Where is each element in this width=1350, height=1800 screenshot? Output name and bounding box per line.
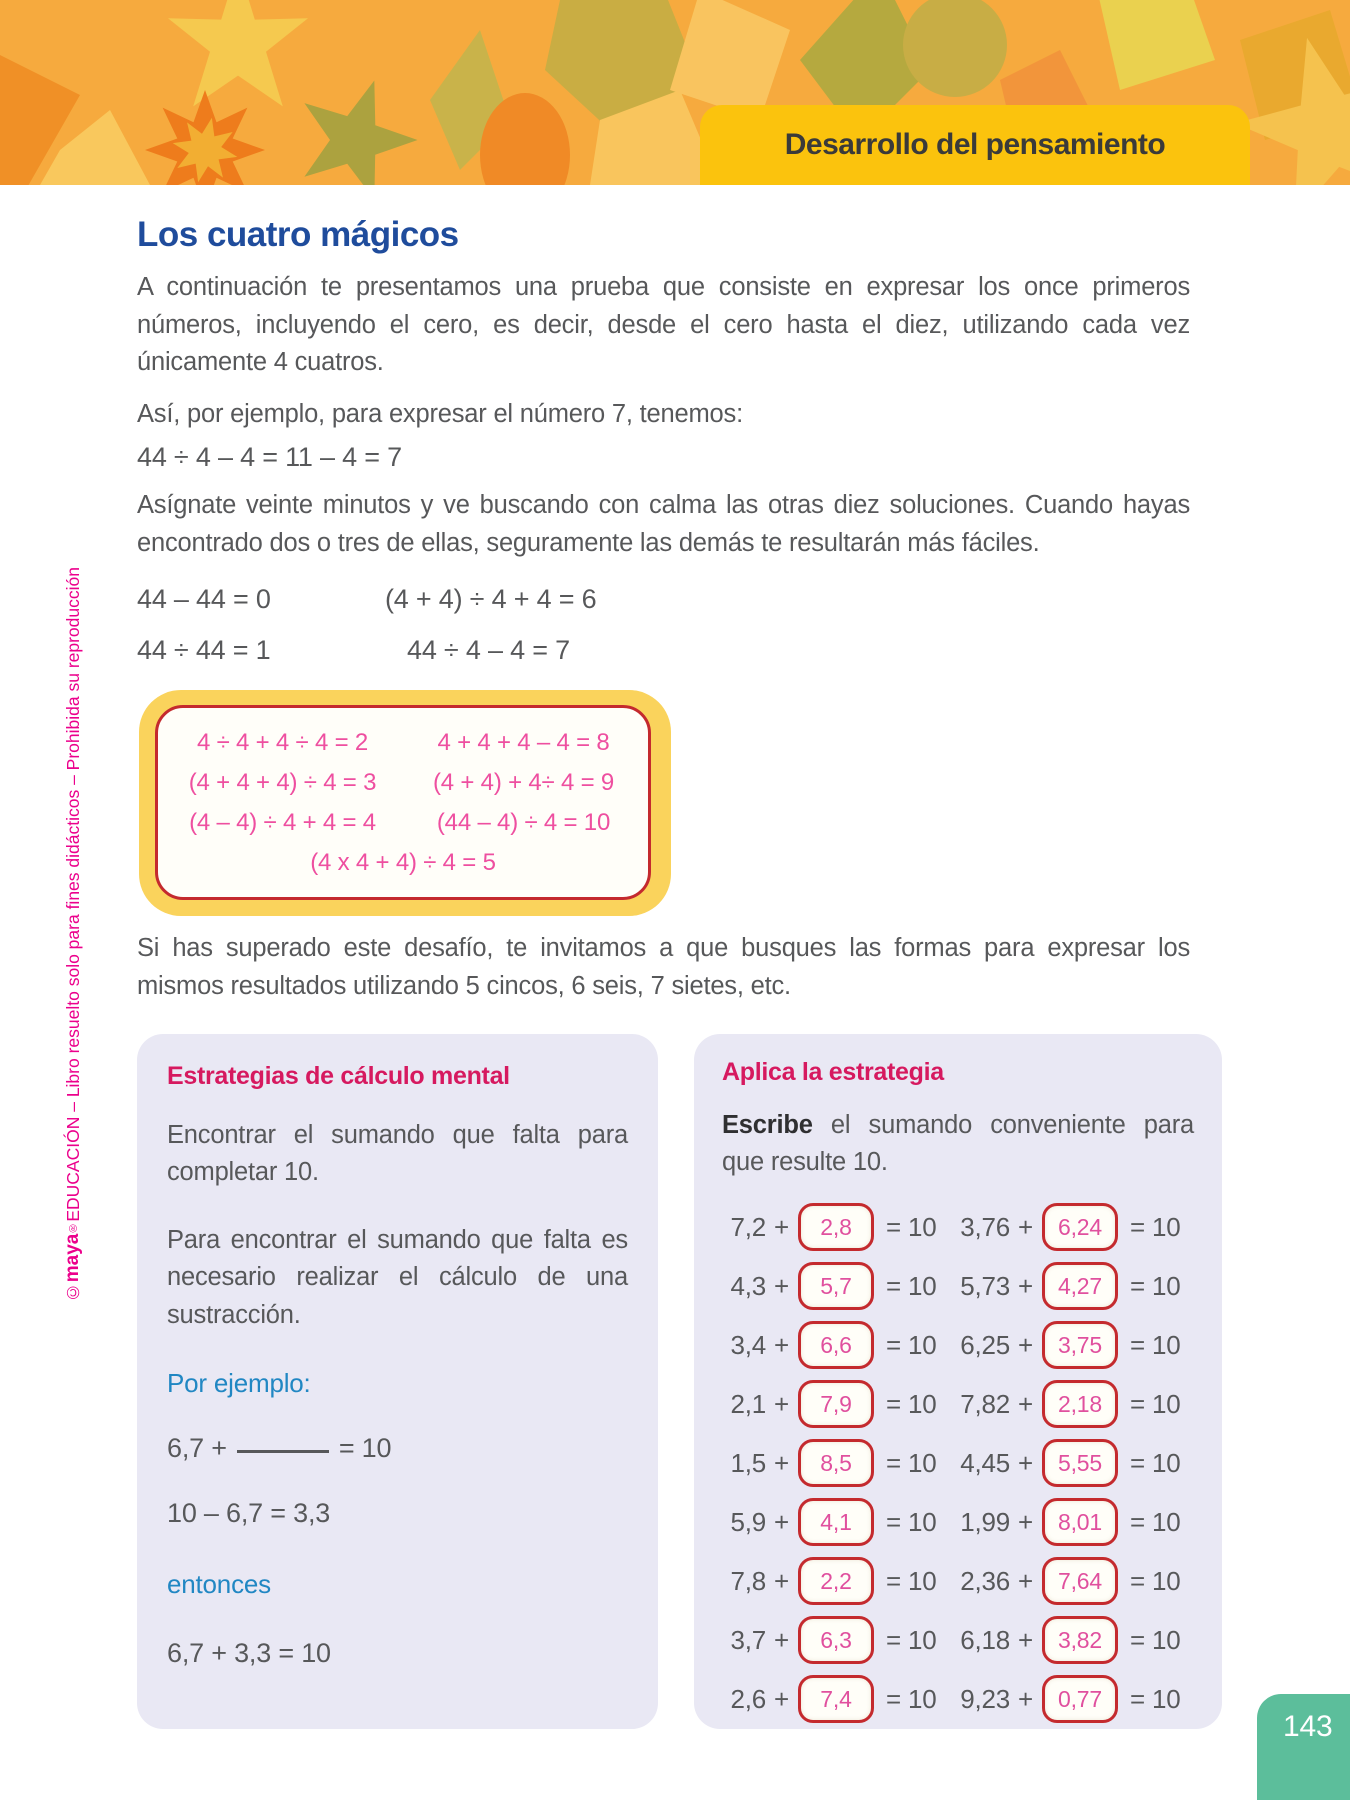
answer-equation-centered: (4 x 4 + 4) ÷ 4 = 5 [310, 848, 496, 876]
exercise [944, 1203, 1194, 1251]
exercise-row [722, 1257, 1194, 1316]
equals-ten: = 10 [1129, 1329, 1181, 1360]
answer-value: 6,24 [1058, 1213, 1102, 1240]
plus-sign: + [774, 1329, 789, 1360]
page-title: Los cuatro mágicos [137, 215, 459, 254]
example-equation: 44 ÷ 4 – 4 = 11 – 4 = 7 [137, 441, 402, 472]
answer-pill[interactable] [798, 1203, 874, 1251]
answer-value: 3,75 [1058, 1331, 1102, 1358]
exercise-given: 4,3 [730, 1270, 766, 1301]
blank-equation-suffix: = 10 [338, 1433, 392, 1464]
equals-ten: = 10 [885, 1506, 937, 1537]
blank-equation-prefix: 6,7 + [167, 1433, 227, 1464]
plus-sign: + [1018, 1211, 1033, 1242]
answer-pill[interactable] [798, 1321, 874, 1369]
answers-box [139, 690, 671, 916]
answer-pill[interactable] [1042, 1321, 1118, 1369]
answer-pill[interactable] [798, 1675, 874, 1723]
exercise-given: 2,1 [730, 1388, 766, 1419]
equals-ten: = 10 [1129, 1447, 1181, 1478]
blank-equation [167, 1433, 628, 1464]
answer-value: 2,2 [820, 1567, 852, 1594]
strategy-paragraph-2: Para encontrar el sumando que falta es necesario realizar el cálculo de una sustracción. [167, 1225, 628, 1329]
exercise-row [722, 1493, 1194, 1552]
exercise [944, 1616, 1194, 1664]
exercise [722, 1557, 944, 1605]
plus-sign: + [774, 1506, 789, 1537]
page-number: 143 [1283, 1710, 1333, 1743]
solution-row [137, 584, 1222, 615]
exercise-given: 2,36 [960, 1565, 1010, 1596]
exercise-given: 4,45 [960, 1447, 1010, 1478]
intro-paragraph-2: Así, por ejemplo, para expresar el número 7, tenemos: [137, 400, 743, 429]
equals-ten: = 10 [885, 1329, 937, 1360]
equals-ten: = 10 [1129, 1506, 1181, 1537]
answer-value: 2,8 [820, 1213, 852, 1240]
solution-row [137, 635, 1222, 666]
answers-row [162, 809, 644, 837]
exercise-row [722, 1316, 1194, 1375]
header-banner [0, 0, 1350, 185]
answer-value: 7,64 [1058, 1567, 1102, 1594]
apply-instruction [722, 1107, 1194, 1182]
answer-pill[interactable] [1042, 1380, 1118, 1428]
plus-sign: + [774, 1565, 789, 1596]
exercise-row [722, 1434, 1194, 1493]
registered-symbol: ® [67, 1222, 79, 1235]
strategy-box-title: Estrategias de cálculo mental [167, 1061, 510, 1090]
exercise-given: 3,4 [730, 1329, 766, 1360]
exercise [944, 1557, 1194, 1605]
exercise-given: 5,73 [960, 1270, 1010, 1301]
equals-ten: = 10 [885, 1683, 937, 1714]
publisher-brand: maya [62, 1234, 83, 1283]
answers-box-inner [155, 705, 651, 900]
answer-value: 2,18 [1058, 1390, 1102, 1417]
equals-ten: = 10 [1129, 1388, 1181, 1419]
intro-paragraph-1: A continuación te presentamos una prueba que consiste en expresar los once primeros números, incluyendo el cero, es decir, desde el cero hasta el diez, utilizando cada vez únicamente 4 cuatros. [137, 273, 1190, 377]
exercise [722, 1439, 944, 1487]
answers-row [162, 729, 644, 757]
apply-box [694, 1034, 1222, 1729]
exercise-given: 1,5 [730, 1447, 766, 1478]
exercise [722, 1498, 944, 1546]
publisher-suffix: EDUCACIÓN [63, 1117, 83, 1223]
exercise [944, 1380, 1194, 1428]
exercise-given: 2,6 [730, 1683, 766, 1714]
copyright-sidebar [52, 400, 94, 1470]
answer-blank-line [237, 1450, 329, 1453]
exercise-row [722, 1611, 1194, 1670]
equals-ten: = 10 [885, 1270, 937, 1301]
copyright-vertical-text [62, 567, 84, 1302]
answer-pill[interactable] [1042, 1557, 1118, 1605]
given-solutions [137, 584, 1222, 666]
plus-sign: + [774, 1270, 789, 1301]
subtraction-equation: 10 – 6,7 = 3,3 [167, 1498, 331, 1529]
exercise [722, 1380, 944, 1428]
solution-equation: 44 – 44 = 0 [137, 584, 271, 615]
plus-sign: + [1018, 1565, 1033, 1596]
exercise [722, 1262, 944, 1310]
answer-value: 0,77 [1058, 1685, 1102, 1712]
example-label: Por ejemplo: [167, 1368, 311, 1399]
exercise-row [722, 1670, 1194, 1729]
equals-ten: = 10 [1129, 1683, 1181, 1714]
apply-instruction-rest: el sumando conveniente para que resulte 10. [722, 1110, 1194, 1177]
plus-sign: + [1018, 1624, 1033, 1655]
answer-value: 6,3 [820, 1626, 852, 1653]
exercise-row [722, 1552, 1194, 1611]
page-number-tab [1257, 1694, 1350, 1800]
exercise-given: 6,25 [960, 1329, 1010, 1360]
equals-ten: = 10 [1129, 1565, 1181, 1596]
answer-equation: 4 ÷ 4 + 4 ÷ 4 = 2 [196, 728, 369, 756]
plus-sign: + [1018, 1447, 1033, 1478]
copyright-notice: – Libro resuelto solo para fines didácticos – Prohibida su reproducción [63, 567, 83, 1117]
answer-equation: (4 + 4) + 4÷ 4 = 9 [432, 768, 615, 796]
exercise [944, 1321, 1194, 1369]
answer-value: 5,7 [820, 1272, 852, 1299]
exercise [722, 1203, 944, 1251]
exercise-given: 7,8 [730, 1565, 766, 1596]
main-content [137, 185, 1222, 1729]
answer-value: 8,5 [820, 1449, 852, 1476]
exercise-given: 6,18 [960, 1624, 1010, 1655]
bottom-boxes [137, 1034, 1222, 1729]
exercise-given: 5,9 [730, 1506, 766, 1537]
section-tab-label: Desarrollo del pensamiento [784, 128, 1166, 161]
equals-ten: = 10 [1129, 1624, 1181, 1655]
plus-sign: + [1018, 1329, 1033, 1360]
answer-value: 4,27 [1058, 1272, 1102, 1299]
exercise-row [722, 1375, 1194, 1434]
exercise-given: 3,7 [730, 1624, 766, 1655]
apply-instruction-bold: Escribe [722, 1110, 813, 1139]
strategy-box [137, 1034, 658, 1729]
exercise [722, 1616, 944, 1664]
equals-ten: = 10 [885, 1211, 937, 1242]
equals-ten: = 10 [885, 1624, 937, 1655]
check-equation: 6,7 + 3,3 = 10 [167, 1638, 331, 1669]
answer-value: 4,1 [820, 1508, 852, 1535]
exercise-given: 7,2 [730, 1211, 766, 1242]
answer-pill[interactable] [798, 1616, 874, 1664]
exercise [944, 1439, 1194, 1487]
answer-value: 3,82 [1058, 1626, 1102, 1653]
plus-sign: + [1018, 1506, 1033, 1537]
answer-value: 5,55 [1058, 1449, 1102, 1476]
answer-pill[interactable] [1042, 1262, 1118, 1310]
plus-sign: + [1018, 1683, 1033, 1714]
answer-pill[interactable] [798, 1439, 874, 1487]
answer-pill[interactable] [1042, 1439, 1118, 1487]
apply-box-title: Aplica la estrategia [722, 1057, 944, 1086]
plus-sign: + [774, 1388, 789, 1419]
solution-equation: 44 ÷ 44 = 1 [137, 635, 271, 666]
plus-sign: + [1018, 1388, 1033, 1419]
plus-sign: + [774, 1624, 789, 1655]
section-tab [700, 105, 1250, 185]
plus-sign: + [774, 1683, 789, 1714]
answer-value: 6,6 [820, 1331, 852, 1358]
equals-ten: = 10 [1129, 1270, 1181, 1301]
answer-value: 7,4 [820, 1685, 852, 1712]
exercise-given: 9,23 [960, 1683, 1010, 1714]
copyright-symbol: © [63, 1282, 83, 1303]
answer-pill[interactable] [1042, 1675, 1118, 1723]
exercise-given: 1,99 [960, 1506, 1010, 1537]
answer-pill[interactable] [798, 1498, 874, 1546]
exercise-row [722, 1198, 1194, 1257]
exercise [944, 1498, 1194, 1546]
intro-paragraph-3: Asígnate veinte minutos y ve buscando con calma las otras diez soluciones. Cuando hayas encontrado dos o tres de ellas, seguramente las demás te resultarán más fáciles. [137, 490, 1190, 557]
answers-row [162, 769, 644, 797]
exercise [722, 1321, 944, 1369]
plus-sign: + [774, 1211, 789, 1242]
answer-pill[interactable] [798, 1262, 874, 1310]
exercise [944, 1262, 1194, 1310]
exercise-given: 3,76 [960, 1211, 1010, 1242]
answer-value: 8,01 [1058, 1508, 1102, 1535]
answer-equation: (4 + 4 + 4) ÷ 4 = 3 [188, 768, 377, 796]
answer-equation: (4 – 4) ÷ 4 + 4 = 4 [189, 808, 376, 836]
answer-value: 7,9 [820, 1390, 852, 1417]
answer-pill[interactable] [1042, 1203, 1118, 1251]
plus-sign: + [1018, 1270, 1033, 1301]
solution-equation: 44 ÷ 4 – 4 = 7 [407, 635, 570, 666]
answer-pill[interactable] [1042, 1498, 1118, 1546]
equals-ten: = 10 [885, 1388, 937, 1419]
exercise [944, 1675, 1194, 1723]
answer-pill[interactable] [1042, 1616, 1118, 1664]
answer-pill[interactable] [798, 1557, 874, 1605]
exercise-grid [722, 1198, 1194, 1729]
then-label: entonces [167, 1569, 271, 1600]
plus-sign: + [774, 1447, 789, 1478]
closing-paragraph: Si has superado este desafío, te invitamos a que busques las formas para expresar los mismos resultados utilizando 5 cincos, 6 seis, 7 sietes, etc. [137, 934, 1190, 1001]
equals-ten: = 10 [885, 1447, 937, 1478]
equals-ten: = 10 [1129, 1211, 1181, 1242]
equals-ten: = 10 [885, 1565, 937, 1596]
exercise-given: 7,82 [960, 1388, 1010, 1419]
answer-equation: (44 – 4) ÷ 4 = 10 [436, 808, 611, 836]
strategy-paragraph-1: Encontrar el sumando que falta para completar 10. [167, 1120, 628, 1187]
exercise [722, 1675, 944, 1723]
solution-equation: (4 + 4) ÷ 4 + 4 = 6 [385, 584, 597, 615]
answer-equation: 4 + 4 + 4 – 4 = 8 [437, 728, 610, 756]
answer-pill[interactable] [798, 1380, 874, 1428]
